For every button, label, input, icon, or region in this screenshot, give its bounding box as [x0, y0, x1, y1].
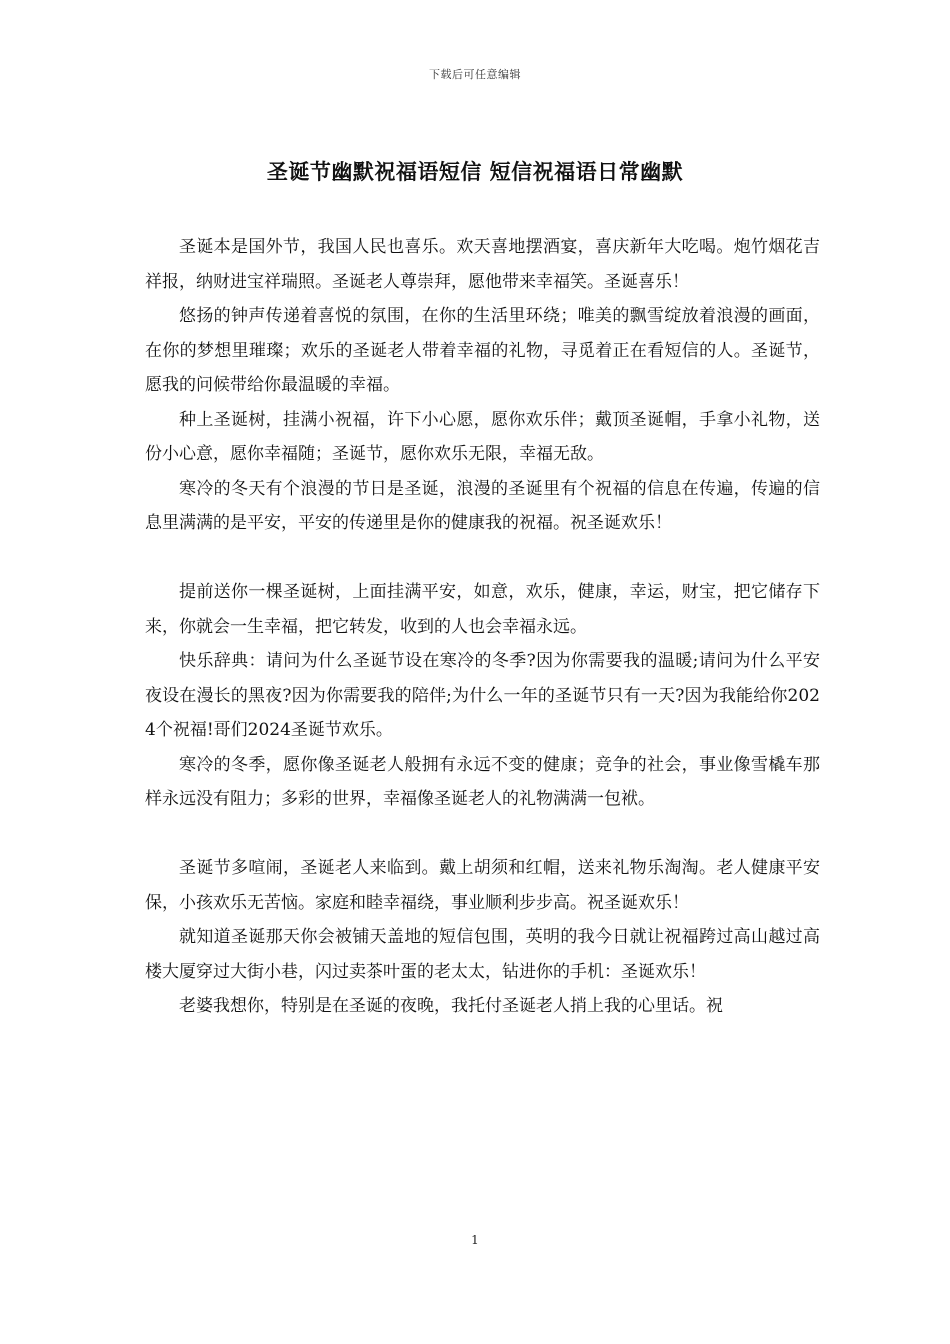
paragraph: 寒冷的冬季，愿你像圣诞老人般拥有永远不变的健康；竞争的社会，事业像雪橇车那样永远没有阻力；多彩的世界，幸福像圣诞老人的礼物满满一包袱。	[145, 754, 820, 809]
document-title: 圣诞节幽默祝福语短信 短信祝福语日常幽默	[266, 159, 684, 184]
paragraph: 悠扬的钟声传递着喜悦的氛围，在你的生活里环绕；唯美的飘雪绽放着浪漫的画面，在你的梦想里璀璨；欢乐的圣诞老人带着幸福的礼物，寻觅着正在看短信的人。圣诞节，愿我的问候带给你最温暖的幸福。	[145, 306, 820, 395]
paragraph: 寒冷的冬天有个浪漫的节日是圣诞，浪漫的圣诞里有个祝福的信息在传遍，传遍的信息里满满的是平安，平安的传递里是你的健康我的祝福。祝圣诞欢乐！	[145, 478, 820, 533]
paragraph: 圣诞节多喧闹，圣诞老人来临到。戴上胡须和红帽，送来礼物乐淘淘。老人健康平安保，小孩欢乐无苦恼。家庭和睦幸福绕，事业顺利步步高。祝圣诞欢乐！	[145, 858, 820, 913]
paragraph: 快乐辞典：请问为什么圣诞节设在寒冷的冬季?因为你需要我的温暖;请问为什么平安夜设在漫长的黑夜?因为你需要我的陪伴;为什么一年的圣诞节只有一天?因为我能给你2024个祝福!哥们2024圣诞节欢乐。	[145, 651, 820, 740]
page-number: 1	[471, 1233, 479, 1247]
paragraph-spacer	[145, 541, 820, 576]
paragraph: 老婆我想你，特别是在圣诞的夜晚，我托付圣诞老人捎上我的心里话。祝	[179, 996, 723, 1016]
paragraph: 就知道圣诞那天你会被铺天盖地的短信包围，英明的我今日就让祝福跨过高山越过高楼大厦穿过大街小巷，闪过卖茶叶蛋的老太太，钻进你的手机：圣诞欢乐！	[145, 927, 820, 982]
paragraph: 种上圣诞树，挂满小祝福，许下小心愿，愿你欢乐伴；戴顶圣诞帽，手拿小礼物，送份小心意，愿你幸福随；圣诞节，愿你欢乐无限，幸福无敌。	[145, 409, 820, 464]
paragraph-spacer	[145, 817, 820, 852]
paragraph: 圣诞本是国外节，我国人民也喜乐。欢天喜地摆酒宴，喜庆新年大吃喝。炮竹烟花吉祥报，纳财进宝祥瑞照。圣诞老人尊崇拜，愿他带来幸福笑。圣诞喜乐！	[145, 237, 820, 292]
page-header: 下载后可任意编辑	[429, 68, 521, 81]
document-body	[145, 230, 820, 1024]
paragraph: 提前送你一棵圣诞树，上面挂满平安，如意，欢乐，健康，幸运，财宝，把它储存下来，你就会一生幸福，把它转发，收到的人也会幸福永远。	[145, 582, 820, 637]
